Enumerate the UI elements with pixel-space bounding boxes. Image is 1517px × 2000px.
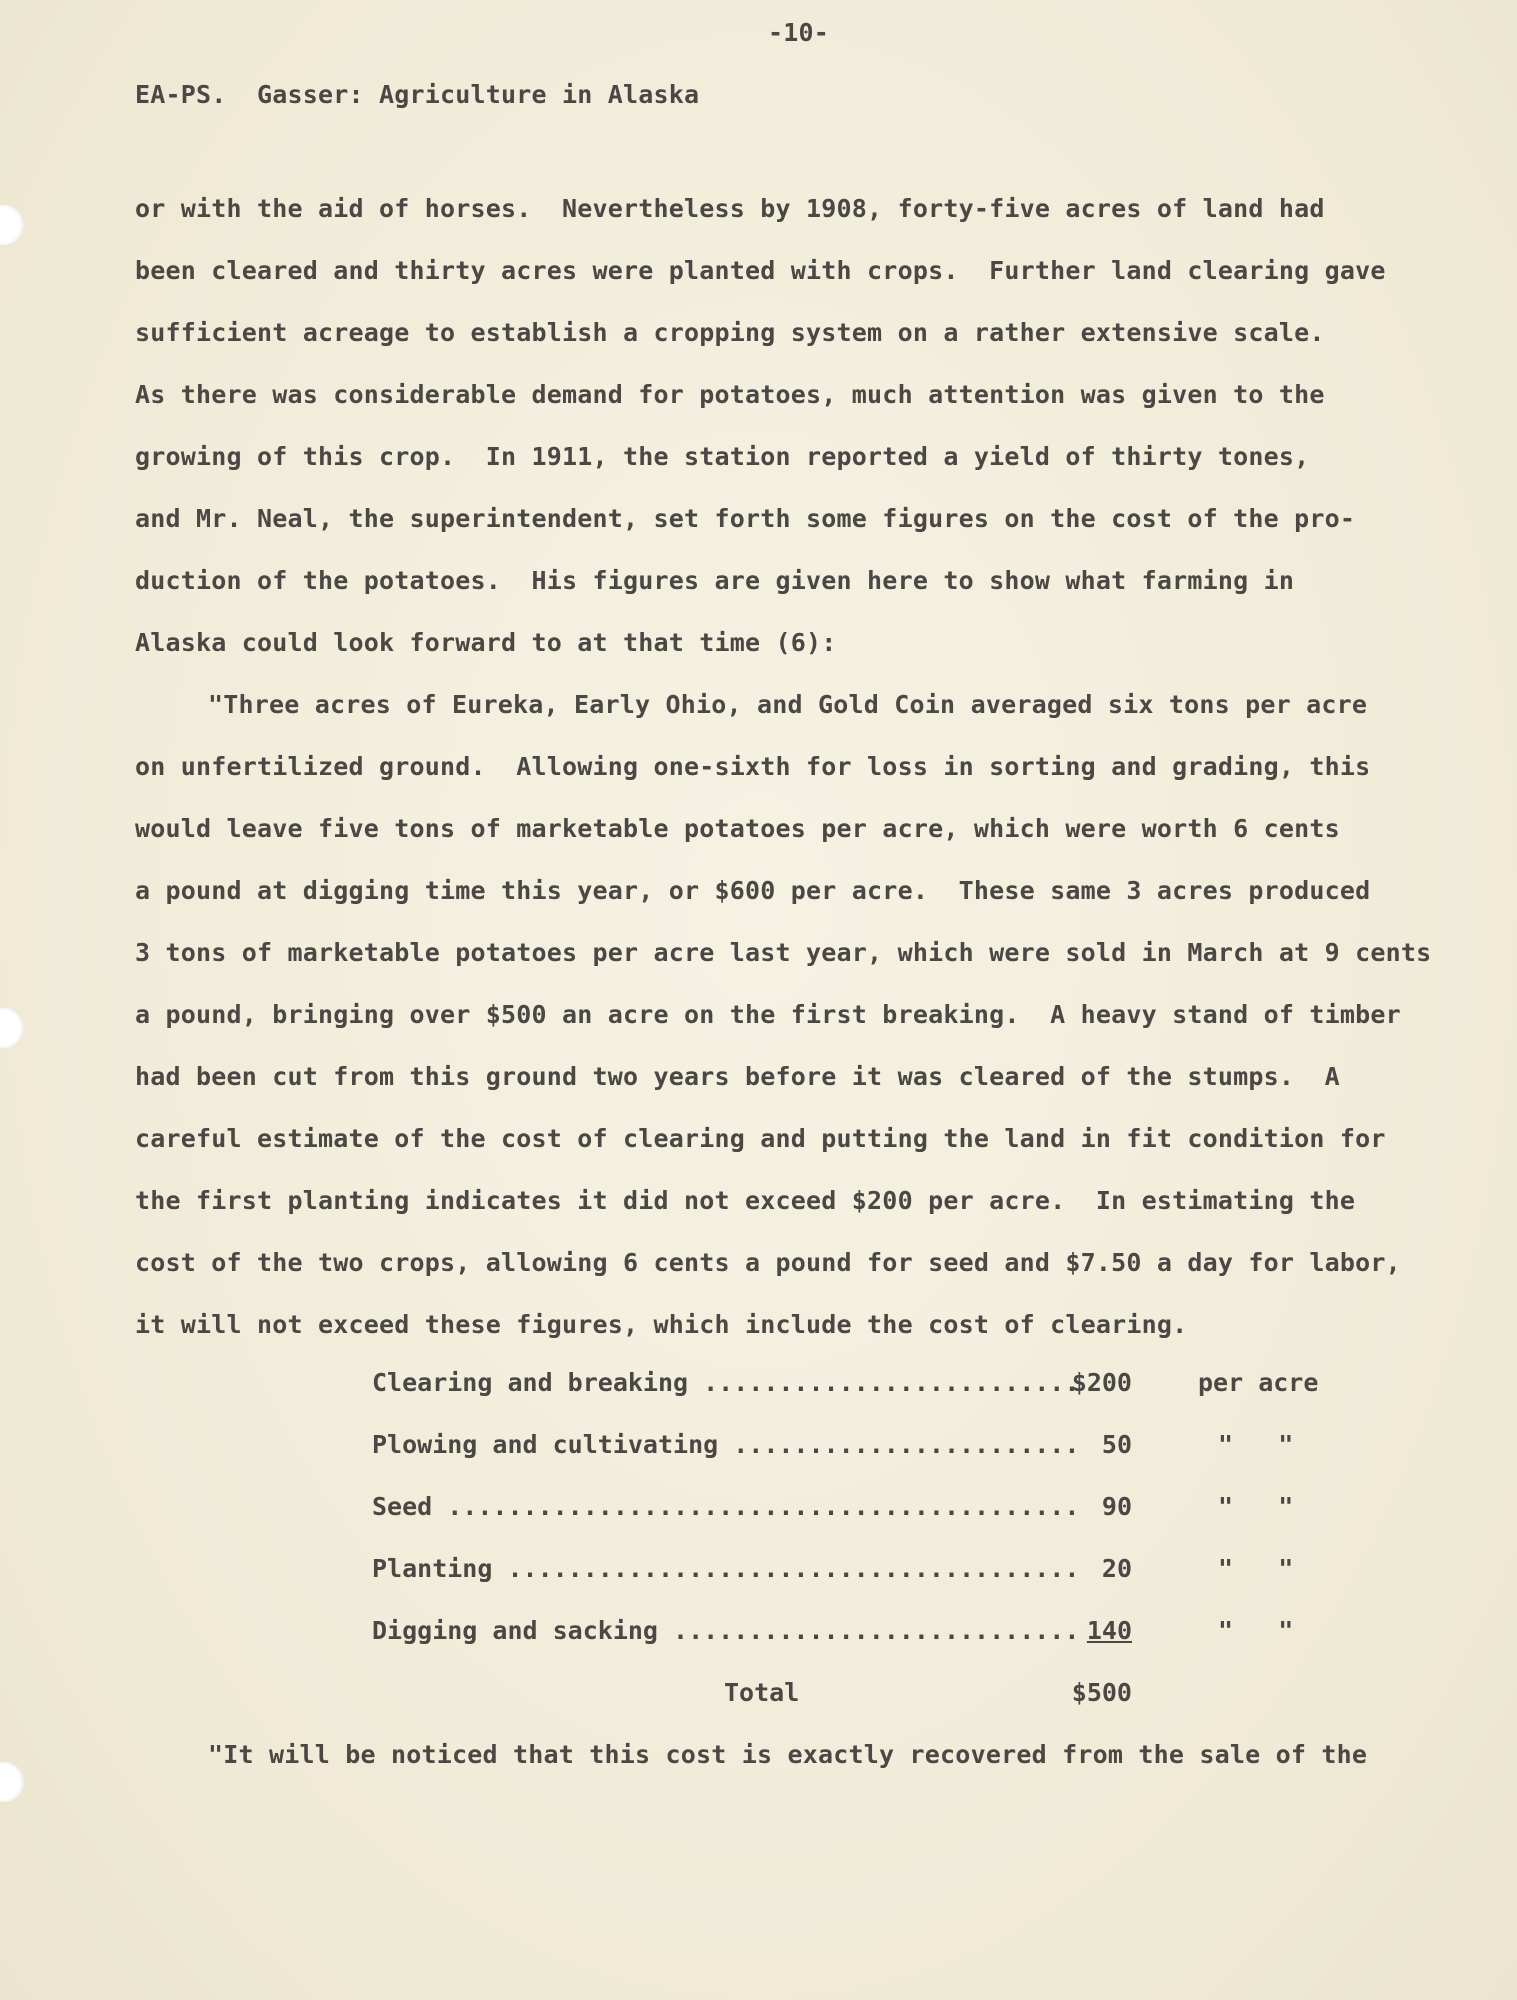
running-header: EA-PS. Gasser: Agriculture in Alaska — [135, 80, 700, 109]
text-line: and Mr. Neal, the superintendent, set forth some figures on the cost of the pro- — [135, 504, 1356, 533]
quote-line: "Three acres of Eureka, Early Ohio, and Gold Coin averaged six tons per acre — [208, 690, 1368, 719]
total-label: Total — [724, 1678, 800, 1707]
cost-item-amount: 20 — [1101, 1554, 1132, 1583]
cost-item-label: Plowing and cultivating ....................... — [372, 1430, 1080, 1459]
cost-row — [372, 1616, 1332, 1652]
quote-line: a pound, bringing over $500 an acre on the first breaking. A heavy stand of timber — [135, 1000, 1401, 1029]
cost-item-label: Clearing and breaking ......................... — [372, 1368, 1080, 1397]
cost-item-unit: " " — [1218, 1616, 1294, 1645]
text-line: growing of this crop. In 1911, the station reported a yield of thirty tones, — [135, 442, 1310, 471]
cost-item-amount: 50 — [1101, 1430, 1132, 1459]
cost-item-amount: 90 — [1101, 1492, 1132, 1521]
cost-item-unit: per acre — [1198, 1368, 1319, 1397]
cost-row — [372, 1492, 1332, 1528]
page-number: -10- — [768, 18, 830, 47]
text-line: As there was considerable demand for potatoes, much attention was given to the — [135, 380, 1325, 409]
quote-line: the first planting indicates it did not exceed $200 per acre. In estimating the — [135, 1186, 1356, 1215]
closing-line: "It will be noticed that this cost is exactly recovered from the sale of the — [208, 1740, 1368, 1769]
cost-item-amount: $200 — [1071, 1368, 1132, 1397]
text-line: sufficient acreage to establish a cropping system on a rather extensive scale. — [135, 318, 1325, 347]
text-line: or with the aid of horses. Nevertheless by 1908, forty-five acres of land had — [135, 194, 1325, 223]
quote-line: a pound at digging time this year, or $600 per acre. These same 3 acres produced — [135, 876, 1371, 905]
cost-row — [372, 1554, 1332, 1590]
cost-item-unit: " " — [1218, 1554, 1294, 1583]
punch-hole — [0, 1762, 24, 1802]
quote-line: would leave five tons of marketable potatoes per acre, which were worth 6 cents — [135, 814, 1340, 843]
punch-hole — [0, 1008, 24, 1048]
cost-item-label: Planting ...................................... — [372, 1554, 1080, 1583]
cost-item-label: Digging and sacking ........................... — [372, 1616, 1080, 1645]
cost-item-amount: 140 — [1086, 1616, 1132, 1645]
cost-item-unit: " " — [1218, 1430, 1294, 1459]
total-row — [372, 1678, 1332, 1714]
total-amount: $500 — [1071, 1678, 1132, 1707]
text-line: been cleared and thirty acres were planted with crops. Further land clearing gave — [135, 256, 1386, 285]
quote-line: it will not exceed these figures, which include the cost of clearing. — [135, 1310, 1188, 1339]
quote-line: had been cut from this ground two years before it was cleared of the stumps. A — [135, 1062, 1340, 1091]
quote-line: cost of the two crops, allowing 6 cents a pound for seed and $7.50 a day for labor, — [135, 1248, 1401, 1277]
cost-item-label: Seed .......................................... — [372, 1492, 1080, 1521]
quote-line: on unfertilized ground. Allowing one-sixth for loss in sorting and grading, this — [135, 752, 1371, 781]
text-line: duction of the potatoes. His figures are given here to show what farming in — [135, 566, 1295, 595]
punch-hole — [0, 205, 24, 245]
cost-row — [372, 1368, 1332, 1404]
quote-line: 3 tons of marketable potatoes per acre last year, which were sold in March at 9 cents — [135, 938, 1432, 967]
text-line: Alaska could look forward to at that time (6): — [135, 628, 837, 657]
quote-line: careful estimate of the cost of clearing and putting the land in fit condition for — [135, 1124, 1386, 1153]
cost-item-unit: " " — [1218, 1492, 1294, 1521]
cost-row — [372, 1430, 1332, 1466]
